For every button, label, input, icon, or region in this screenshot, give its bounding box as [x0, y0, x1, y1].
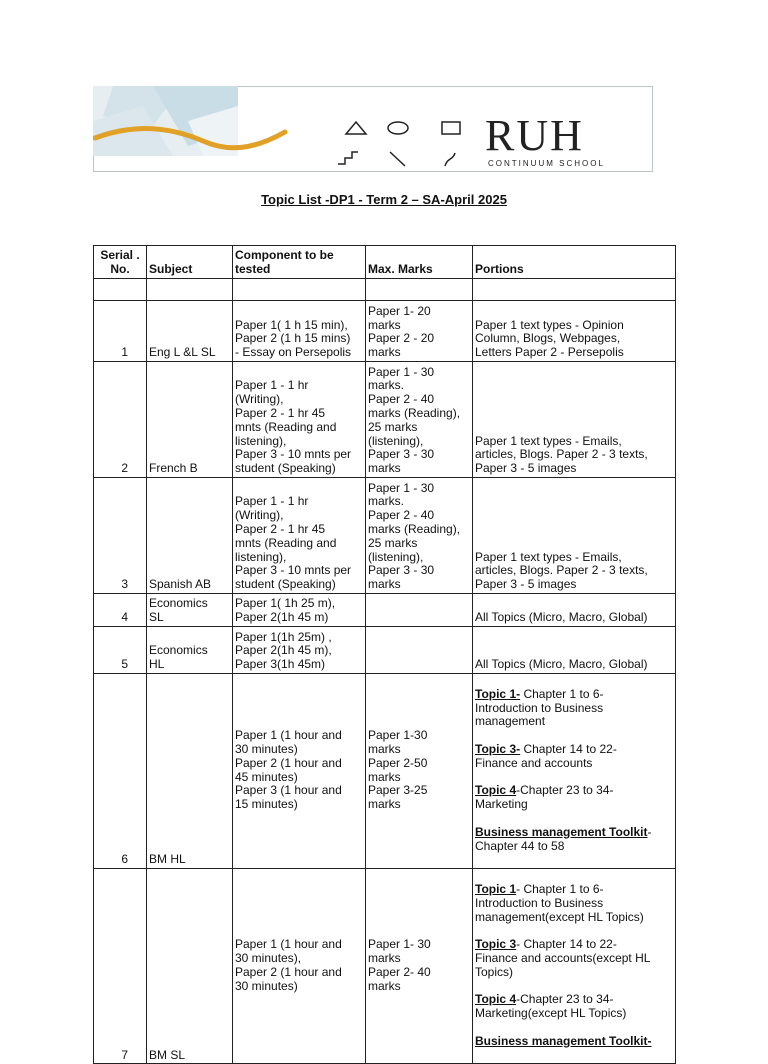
cell-component: Paper 1( 1 h 15 min), Paper 2 (1 h 15 mins) - Essay on Persepolis — [233, 301, 366, 362]
table-row — [94, 478, 676, 594]
portion-label: Topic 4 — [475, 992, 517, 1007]
logo-graphic — [93, 86, 653, 172]
portion-label: Topic 3 — [475, 937, 517, 952]
cell-subject: BM HL — [147, 674, 233, 869]
portion-entry — [475, 883, 673, 924]
cell-portions: All Topics (Micro, Macro, Global) — [473, 594, 676, 627]
cell-portions: Paper 1 text types - Opinion Column, Blogs, Webpages, Letters Paper 2 - Persepolis — [473, 301, 676, 362]
portion-text: - Chapter 14 to 22- Finance and accounts(except HL Topics) — [475, 937, 651, 979]
cell-max-marks: Paper 1- 20 marks Paper 2 - 20 marks — [366, 301, 473, 362]
cell-subject: French B — [147, 362, 233, 478]
portion-label: Topic 1- — [475, 686, 521, 701]
portion-entry — [475, 1035, 673, 1049]
table-cell — [233, 279, 366, 301]
cell-serial: 6 — [94, 674, 147, 869]
portion-label: Business management Toolkit- — [475, 1033, 652, 1048]
portion-text: - Chapter 1 to 6- Introduction to Business management(except HL Topics) — [475, 881, 644, 924]
portion-entry — [475, 938, 673, 979]
portion-text: Chapter 14 to 22- Finance and accounts — [475, 741, 617, 770]
cell-portions: Paper 1 text types - Emails, articles, Blogs. Paper 2 - 3 texts, Paper 3 - 5 images — [473, 362, 676, 478]
cell-serial: 7 — [94, 869, 147, 1064]
table-row — [94, 869, 676, 1064]
table-cell — [94, 279, 147, 301]
cell-subject: Economics SL — [147, 594, 233, 627]
portion-entry — [475, 993, 673, 1021]
cell-max-marks — [366, 627, 473, 674]
cell-serial: 2 — [94, 362, 147, 478]
portion-text: - Chapter 44 to 58 — [475, 824, 652, 853]
cell-component: Paper 1 - 1 hr (Writing), Paper 2 - 1 hr 45 mnts (Reading and listening), Paper 3 - 10 mnts per student (Speaking) — [233, 478, 366, 594]
table-row-empty — [94, 279, 676, 301]
document-title — [0, 192, 768, 207]
cell-subject: BM SL — [147, 869, 233, 1064]
cell-portions: All Topics (Micro, Macro, Global) — [473, 627, 676, 674]
table-row — [94, 594, 676, 627]
cell-serial: 5 — [94, 627, 147, 674]
portion-entry — [475, 784, 673, 812]
header-subject: Subject — [147, 246, 233, 279]
cell-serial: 4 — [94, 594, 147, 627]
cell-portions: Paper 1 text types - Emails, articles, Blogs. Paper 2 - 3 texts, Paper 3 - 5 images — [473, 478, 676, 594]
header-portions: Portions — [473, 246, 676, 279]
cell-portions — [473, 674, 676, 869]
portion-text: Chapter 1 to 6- Introduction to Business management — [475, 686, 604, 729]
cell-max-marks: Paper 1 - 30 marks. Paper 2 - 40 marks (Reading), 25 marks (listening), Paper 3 - 30 marks — [366, 362, 473, 478]
portion-entry — [475, 743, 673, 771]
cell-component: Paper 1( 1h 25 m), Paper 2(1h 45 m) — [233, 594, 366, 627]
cell-component: Paper 1 - 1 hr (Writing), Paper 2 - 1 hr 45 mnts (Reading and listening), Paper 3 - 10 mnts per student (Speaking) — [233, 362, 366, 478]
document-title-text: Topic List -DP1 - Term 2 – SA-April 2025 — [261, 192, 507, 207]
cell-subject: Economics HL — [147, 627, 233, 674]
cell-max-marks: Paper 1-30 marks Paper 2-50 marks Paper 3-25 marks — [366, 674, 473, 869]
table-cell — [473, 279, 676, 301]
cell-subject: Eng L &L SL — [147, 301, 233, 362]
table-row — [94, 301, 676, 362]
portion-label: Topic 4 — [475, 783, 517, 798]
portion-label: Topic 3- — [475, 741, 521, 756]
header-component: Component to be tested — [233, 246, 366, 279]
cell-max-marks: Paper 1 - 30 marks. Paper 2 - 40 marks (Reading), 25 marks (listening), Paper 3 - 30 marks — [366, 478, 473, 594]
logo-tagline-text: CONTINUUM SCHOOL — [488, 159, 605, 168]
cell-serial: 3 — [94, 478, 147, 594]
header-serial: Serial . No. — [94, 246, 147, 279]
cell-max-marks — [366, 594, 473, 627]
cell-component: Paper 1(1h 25m) , Paper 2(1h 45 m), Paper 3(1h 45m) — [233, 627, 366, 674]
table-header-row — [94, 246, 676, 279]
cell-portions — [473, 869, 676, 1064]
portion-entry — [475, 826, 673, 854]
portion-text: -Chapter 23 to 34- Marketing(except HL Topics) — [475, 992, 627, 1021]
table-cell — [147, 279, 233, 301]
cell-max-marks: Paper 1- 30 marks Paper 2- 40 marks — [366, 869, 473, 1064]
portion-label: Topic 1 — [475, 881, 517, 896]
header-max-marks: Max. Marks — [366, 246, 473, 279]
topic-list-table — [93, 245, 676, 1064]
cell-component: Paper 1 (1 hour and 30 minutes) Paper 2 (1 hour and 45 minutes) Paper 3 (1 hour and 15 minutes) — [233, 674, 366, 869]
portion-text: -Chapter 23 to 34- Marketing — [475, 783, 614, 812]
table-cell — [366, 279, 473, 301]
cell-component: Paper 1 (1 hour and 30 minutes), Paper 2 (1 hour and 30 minutes) — [233, 869, 366, 1064]
cell-subject: Spanish AB — [147, 478, 233, 594]
cell-serial: 1 — [94, 301, 147, 362]
school-logo-banner — [93, 86, 653, 172]
portion-entry — [475, 688, 673, 729]
table-row — [94, 674, 676, 869]
table-row — [94, 627, 676, 674]
table-row — [94, 362, 676, 478]
logo-brand-text: RUH — [485, 111, 584, 160]
portion-label: Business management Toolkit — [475, 824, 648, 839]
